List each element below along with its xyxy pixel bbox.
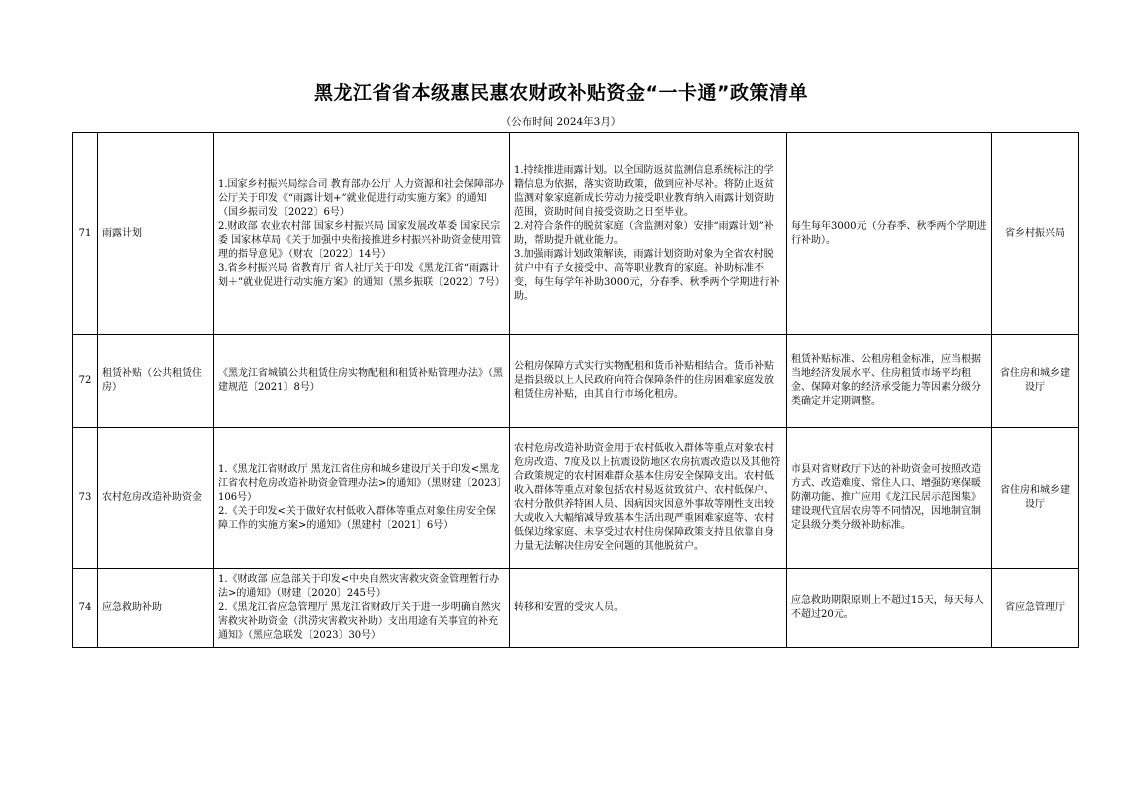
subsidy-target (510, 335, 787, 428)
page-title: 黑龙江省省本级惠民惠农财政补贴资金“一卡通”政策清单 (314, 82, 808, 104)
subsidy-target-item: 3.加强雨露计划政策解读，雨露计划资助对象为全省农村脱贫户中有子女接受中、高等职业教育的家庭。补助标准不变，每生每学年补助3000元，分春季、秋季两个学期进行补助。 (514, 248, 780, 302)
subsidy-target (510, 133, 787, 335)
subsidy-name: 农村危房改造补助资金 (98, 428, 214, 569)
subsidy-name: 租赁补贴（公共租赁住房） (98, 335, 214, 428)
responsible-department: 省住房和城乡建设厅 (992, 428, 1079, 569)
subsidy-target-item: 2.对符合条件的脱贫家庭（含监测对象）安排“雨露计划”补助，帮助提升就业能力。 (514, 220, 774, 246)
subsidy-name: 雨露计划 (98, 133, 214, 335)
policy-basis-item: 2.财政部 农业农村部 国家乡村振兴局 国家发展改革委 国家民宗委 国家林草局《关于加强中央衔接推进乡村振兴补助资金使用管理的指导意见》（财农〔2022〕14号） (218, 220, 502, 260)
responsible-department: 省乡村振兴局 (992, 133, 1079, 335)
subsidy-standard: 市县对省财政厅下达的补助资金可按照改造方式、改造难度、常住人口、增强防寒保暖防潮功能、推广应用《龙江民居示范图集》建设现代宜居农房等不同情况，因地制宜制定县级分类分级补助标准。 (787, 428, 992, 569)
subsidy-target (510, 569, 787, 648)
table-row (73, 569, 1079, 648)
policy-basis (214, 428, 510, 569)
policy-basis-item: 2.《关于印发<关于做好农村低收入群体等重点对象住房安全保障工作的实施方案>的通知》（黑建村〔2021〕6号） (218, 506, 496, 531)
policy-basis-item: 1.《财政部 应急部关于印发<中央自然灾害救灾资金管理暂行办法>的通知》（财建〔2020〕245号） (218, 574, 500, 599)
subsidy-target-item: 公租房保障方式实行实物配租和货币补贴相结合。货币补贴是指县级以上人民政府向符合保障条件的住房困难家庭发放租赁住房补贴，由其自行市场化租房。 (514, 361, 774, 400)
policy-basis-item: 3.省乡村振兴局 省教育厅 省人社厅关于印发《黑龙江省“雨露计划＋”就业促进行动实施方案》的通知（黑乡振联〔2022〕7号） (218, 262, 505, 288)
row-number: 73 (73, 428, 98, 569)
responsible-department: 省住房和城乡建设厅 (992, 335, 1079, 428)
policy-basis-item: 1.《黑龙江省财政厅 黑龙江省住房和城乡建设厅关于印发<黑龙江省农村危房改造补助资金管理办法>的通知》（黑财建〔2023〕106号） (218, 464, 502, 503)
policy-basis (214, 335, 510, 428)
responsible-department: 省应急管理厅 (992, 569, 1079, 648)
table-row (73, 133, 1079, 335)
subsidy-standard: 应急救助期限原则上不超过15天，每天每人不超过20元。 (787, 569, 992, 648)
subsidy-target-item: 1.持续推进雨露计划。以全国防返贫监测信息系统标注的学籍信息为依据，落实资助政策，做到应补尽补。将防止返贫监测对象家庭新成长劳动力接受职业教育纳入雨露计划资助范围，资助时间自接受资助之日至毕业。 (514, 164, 774, 218)
subsidy-target-item: 农村危房改造补助资金用于农村低收入群体等重点对象农村危房改造、7度及以上抗震设防地区农房抗震改造以及其他符合政策规定的农村困难群众基本住房安全保障支出。农村低收入群体等重点对象包括农村易返贫致贫户、农村低保户、农村分散供养特困人员、因病因灾因意外事故等刚性支出较大或收入大幅缩减导致基本生活出现严重困难家庭等、农村低保边缘家庭、未享受过农村住房保障政策支持且依靠自身力量无法解决住房安全问题的其他脱贫户。 (514, 443, 781, 552)
subsidy-name: 应急救助补助 (98, 569, 214, 648)
table-row (73, 335, 1079, 428)
subsidy-target-item: 转移和安置的受灾人员。 (514, 602, 624, 613)
policy-basis-item: 2.《黑龙江省应急管理厅 黑龙江省财政厅关于进一步明确自然灾害救灾补助资金（洪涝灾害救灾补助）支出用途有关事宜的补充通知》（黑应急联发〔2023〕30号） (218, 602, 501, 641)
policy-table (72, 132, 1079, 648)
policy-basis-item: 《黑龙江省城镇公共租赁住房实物配租和租赁补贴管理办法》（黑建规范〔2021〕8号） (218, 368, 503, 393)
subsidy-standard: 租赁补贴标准、公租房租金标准，应当根据当地经济发展水平、住房租赁市场平均租金、保障对象的经济承受能力等因素分级分类确定并定期调整。 (787, 335, 992, 428)
policy-basis (214, 569, 510, 648)
row-number: 72 (73, 335, 98, 428)
subsidy-standard: 每生每年3000元（分春季、秋季两个学期进行补助）。 (787, 133, 992, 335)
policy-basis (214, 133, 510, 335)
table-row (73, 428, 1079, 569)
publish-date: （公布时间 2024年3月） (500, 116, 622, 128)
subsidy-target (510, 428, 787, 569)
policy-basis-item: 1.国家乡村振兴局综合司 教育部办公厅 人力资源和社会保障部办公厅关于印发《“雨露计划+”就业促进行动实施方案》的通知（国乡振司发〔2022〕6号） (218, 178, 504, 218)
row-number: 74 (73, 569, 98, 648)
row-number: 71 (73, 133, 98, 335)
